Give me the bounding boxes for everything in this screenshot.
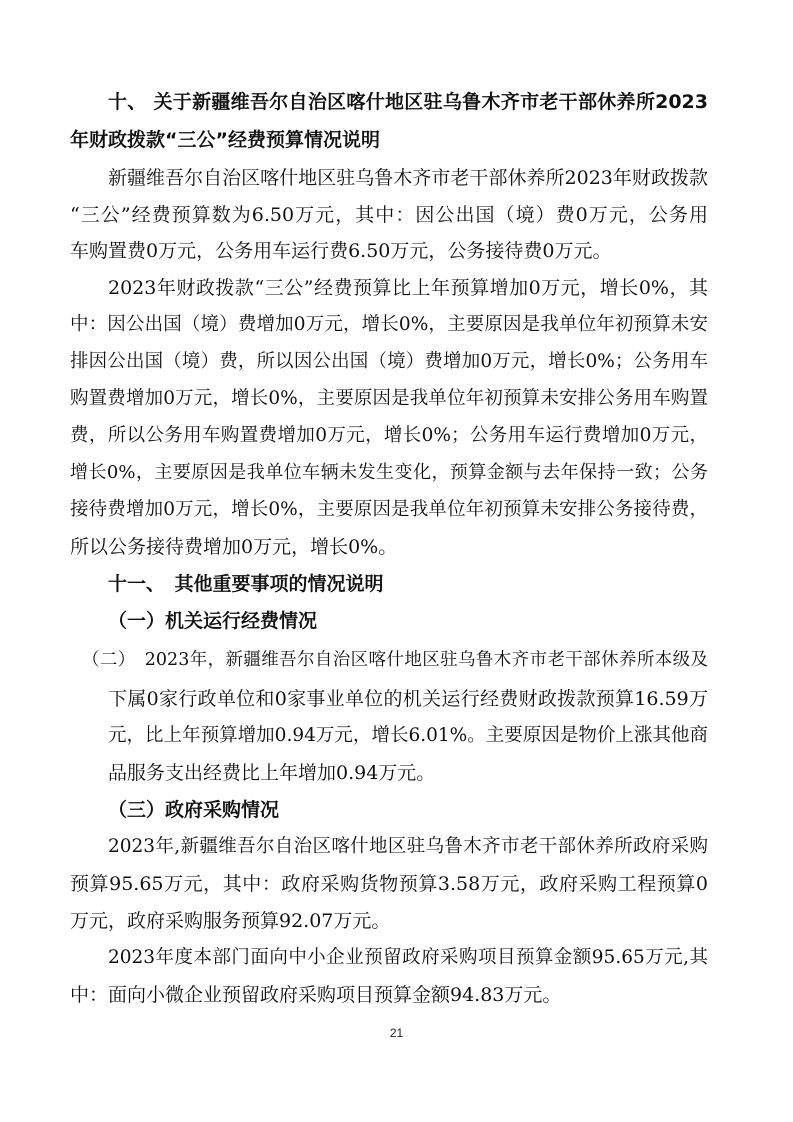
section-10-heading-line-2: 年财政拨款“三公”经费预算情况说明: [70, 129, 380, 151]
subsection-3-paragraph-2-line-2: 中：面向小微企业预留政府采购项目预算金额94.83万元。: [70, 984, 562, 1006]
subsection-3-paragraph-1-line-1: 2023年,新疆维吾尔自治区喀什地区驻乌鲁木齐市老干部休养所政府采购: [108, 836, 708, 857]
paragraph-2-line-6: 增长0%，主要原因是我单位车辆未发生变化，预算金额与去年保持一致；公务: [70, 462, 708, 483]
paragraph-2-line-3: 排因公出国（境）费，所以因公出国（境）费增加0万元，增长0%；公务用车: [70, 351, 708, 372]
section-10-heading-line-1: 十、 关于新疆维吾尔自治区喀什地区驻乌鲁木齐市老干部休养所2023: [108, 91, 708, 113]
paragraph-2-line-7: 接待费增加0万元，增长0%，主要原因是我单位年初预算未安排公务接待费，: [70, 499, 708, 520]
subsection-1-line-1: （二） 2023年，新疆维吾尔自治区喀什地区驻乌鲁木齐市老干部休养所本级及: [82, 650, 708, 670]
paragraph-2-line-2: 中：因公出国（境）费增加0万元，增长0%，主要原因是我单位年初预算未安: [70, 314, 708, 335]
subsection-3-paragraph-1-line-2: 预算95.65万元，其中：政府采购货物预算3.58万元，政府采购工程预算0: [70, 873, 708, 895]
paragraph-1-line-2: “三公”经费预算数为6.50万元，其中：因公出国（境）费0万元，公务用: [70, 204, 708, 226]
subsection-1-line-4: 品服务支出经费比上年增加0.94万元。: [108, 762, 436, 784]
paragraph-2-line-8: 所以公务接待费增加0万元，增长0%。: [70, 536, 398, 558]
paragraph-2-line-5: 费，所以公务用车购置费增加0万元，增长0%；公务用车运行费增加0万元，: [70, 425, 708, 446]
subsection-1-line-2: 下属0家行政单位和0家事业单位的机关运行经费财政拨款预算16.59万: [108, 688, 708, 710]
paragraph-1-line-3: 车购置费0万元，公务用车运行费6.50万元，公务接待费0万元。: [70, 240, 612, 262]
section-11-heading: 十一、 其他重要事项的情况说明: [108, 573, 384, 595]
subsection-3-paragraph-2-line-1: 2023年度本部门面向中小企业预留政府采购项目预算金额95.65万元,其: [108, 947, 708, 968]
paragraph-1-line-1: 新疆维吾尔自治区喀什地区驻乌鲁木齐市老干部休养所2023年财政拨款: [108, 167, 708, 189]
paragraph-2-line-1: 2023年财政拨款“三公”经费预算比上年预算增加0万元，增长0%，其: [108, 277, 708, 299]
page-number: 21: [389, 1026, 404, 1040]
subsection-1-line-3: 元，比上年预算增加0.94万元，增长6.01%。主要原因是物价上涨其他商: [108, 725, 708, 746]
subsection-3-paragraph-1-line-3: 万元，政府采购服务预算92.07万元。: [70, 910, 391, 932]
subsection-1-heading: （一）机关运行经费情况: [108, 610, 318, 632]
subsection-3-heading: （三）政府采购情况: [108, 799, 280, 821]
paragraph-2-line-4: 购置费增加0万元，增长0%，主要原因是我单位年初预算未安排公务用车购置: [70, 388, 708, 409]
